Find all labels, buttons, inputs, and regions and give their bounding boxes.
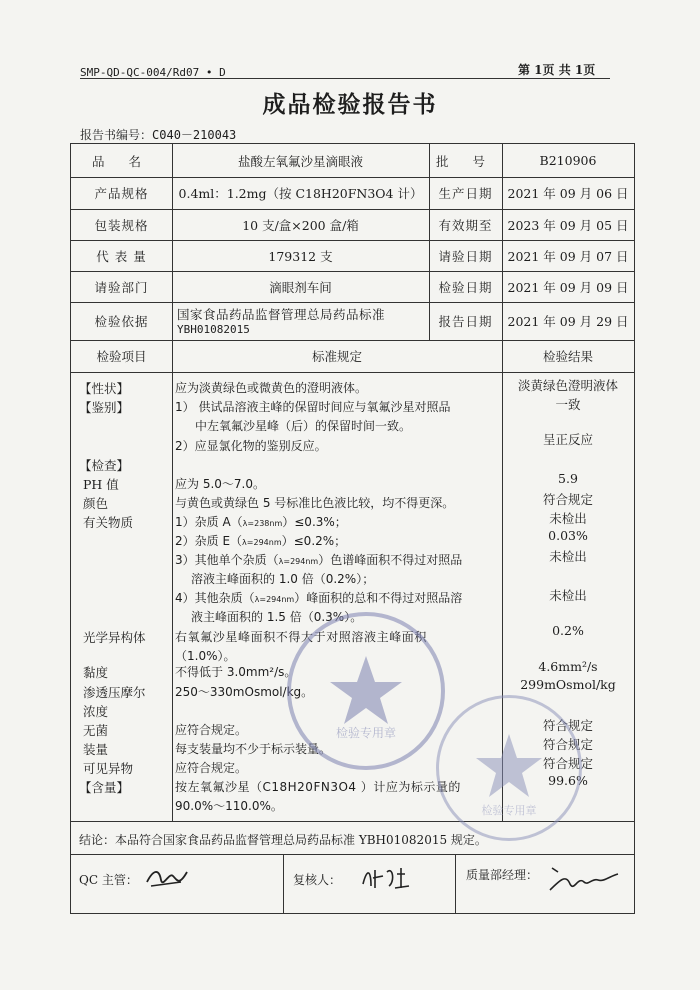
total-impurity-wavelength: λ=294nm — [254, 595, 295, 604]
test-date-label: 检验日期 — [438, 279, 493, 295]
result-identification-1: 一致 — [555, 397, 581, 412]
result-assay: 99.6% — [548, 773, 588, 788]
item-appearance: 【性状】 — [79, 381, 130, 396]
std-impurity-e-limit: ）≤0.2%； — [281, 534, 347, 548]
result-sterility: 符合规定 — [542, 718, 593, 733]
result-impurity-a: 未检出 — [549, 511, 587, 526]
col-header-item: 检验项目 — [96, 349, 147, 364]
std-impurity-a — [175, 513, 347, 530]
std-single-impurity-text: 3）其他单个杂质（ — [175, 553, 279, 567]
col-header-standard: 标准规定 — [311, 349, 362, 364]
std-single-impurity-2: 溶液主峰面积的 1.0 倍（0.2%）； — [191, 572, 375, 586]
item-ph: PH 值 — [83, 477, 119, 492]
expiry-label: 有效期至 — [438, 217, 493, 233]
quantity: 179312 支 — [268, 248, 333, 264]
product-name: 盐酸左氧氟沙星滴眼液 — [237, 153, 363, 169]
result-fill-volume: 符合规定 — [542, 737, 593, 752]
std-assay-2: 90.0%～110.0%。 — [175, 799, 283, 813]
qa-signature — [546, 862, 624, 900]
reviewer-signature — [359, 862, 411, 894]
std-identification-1: 1） 供试品溶液主峰的保留时间应与氧氟沙星对照品 — [175, 400, 451, 414]
std-fill-volume: 每支装量均不少于标示装量。 — [175, 742, 332, 756]
document-code: SMP-QD-QC-004/Rd07 • D — [80, 66, 226, 79]
department-label: 请验部门 — [94, 279, 149, 295]
item-visible-particles: 可见异物 — [83, 761, 134, 776]
company-seal-2 — [436, 695, 582, 841]
batch-label: 批 号 — [436, 153, 495, 169]
item-osmolality-2: 浓度 — [83, 704, 109, 719]
batch-number: B210906 — [539, 153, 597, 168]
basis-line-2: YBH01082015 — [177, 323, 250, 336]
result-identification-2: 呈正反应 — [542, 432, 593, 447]
impurity-a-wavelength: λ=238nm — [242, 519, 283, 528]
std-impurity-e-text: 2）杂质 E（ — [175, 534, 243, 548]
report-number-value: C040－210043 — [152, 128, 237, 142]
item-osmolality-1: 渗透压摩尔 — [83, 685, 146, 700]
basis-label: 检验依据 — [94, 314, 149, 329]
product-spec — [172, 177, 429, 209]
std-identification-3: 2）应显氯化物的鉴别反应。 — [175, 439, 327, 453]
std-total-impurity-limit: ）峰面积的总和不得过对照品溶 — [294, 591, 463, 605]
pack-label: 包装规格 — [94, 217, 149, 233]
result-single-impurity: 未检出 — [549, 549, 587, 564]
std-osmolality: 250～330mOsmol/kg。 — [175, 685, 314, 699]
std-ph: 应为 5.0～7.0。 — [175, 477, 265, 491]
std-total-impurity — [175, 589, 462, 606]
seal-2-text: 检验专用章 — [481, 804, 537, 817]
qc-signature — [143, 862, 191, 894]
std-sterility: 应符合规定。 — [175, 723, 248, 737]
std-total-impurity-2: 液主峰面积的 1.5 倍（0.3%）。 — [191, 610, 363, 624]
expiry-date: 2023 年 09 月 05 日 — [507, 217, 629, 233]
pack-spec: 10 支/盒×200 盒/箱 — [242, 217, 359, 233]
std-impurity-e — [175, 532, 346, 549]
std-total-impurity-text: 4）其他杂质（ — [175, 591, 255, 605]
item-optical-isomer: 光学异构体 — [83, 630, 146, 645]
page-title: 成品检验报告书 — [262, 91, 438, 118]
std-optical-1: 右氧氟沙星峰面积不得大于对照溶液主峰面积 — [175, 630, 428, 644]
report-number — [80, 126, 236, 143]
result-ph: 5.9 — [558, 471, 578, 486]
report-date: 2021 年 09 月 29 日 — [507, 314, 629, 329]
result-optical-isomer: 0.2% — [552, 623, 584, 638]
result-visible-particles: 符合规定 — [542, 756, 593, 771]
conclusion: 结论：本品符合国家食品药品监督管理总局药品标准 YBH01082015 规定。 — [79, 833, 487, 847]
request-date: 2021 年 09 月 07 日 — [507, 248, 629, 264]
std-single-impurity — [175, 551, 462, 568]
std-assay-1: 按左氧氟沙星（C18H20FN3O4 ）计应为标示量的 — [175, 780, 461, 794]
company-seal-1 — [287, 612, 445, 770]
qa-manager-label: 质量部经理： — [466, 868, 539, 882]
item-tests-heading: 【检查】 — [79, 458, 130, 473]
item-related-substances: 有关物质 — [83, 515, 134, 530]
reviewer-label: 复核人： — [293, 873, 342, 887]
result-viscosity: 4.6mm²/s — [538, 659, 598, 674]
report-date-label: 报告日期 — [438, 314, 493, 329]
std-optical-2: （1.0%）。 — [175, 649, 236, 663]
single-impurity-wavelength: λ=294nm — [278, 557, 319, 566]
result-color: 符合规定 — [542, 492, 593, 507]
test-date: 2021 年 09 月 09 日 — [507, 279, 629, 295]
spec-label: 产品规格 — [94, 186, 149, 201]
item-sterility: 无菌 — [83, 723, 109, 738]
header-rule — [80, 78, 610, 79]
page-info: 第 1页 共 1页 — [518, 63, 596, 77]
mfg-date: 2021 年 09 月 06 日 — [507, 186, 629, 201]
item-fill-volume: 装量 — [83, 742, 109, 757]
mfg-date-label: 生产日期 — [438, 186, 493, 201]
std-identification-2: 中左氧氟沙星峰（后）的保留时间一致。 — [195, 419, 412, 433]
item-viscosity: 黏度 — [83, 665, 109, 680]
result-appearance: 淡黄绿色澄明液体 — [517, 378, 618, 393]
report-number-label: 报告书编号： — [80, 128, 153, 142]
result-osmolality: 299mOsmol/kg — [520, 677, 616, 692]
item-assay: 【含量】 — [79, 780, 130, 795]
quantity-label: 代 表 量 — [96, 248, 147, 264]
basis-line-1: 国家食品药品监督管理总局药品标准 — [177, 307, 386, 322]
result-total-impurity: 未检出 — [549, 588, 587, 603]
std-color: 与黄色或黄绿色 5 号标准比色液比较，均不得更深。 — [175, 496, 455, 510]
seal-1-text: 检验专用章 — [335, 726, 396, 740]
col-header-result: 检验结果 — [542, 349, 593, 364]
item-color: 颜色 — [83, 496, 109, 511]
qc-supervisor-label: QC 主管： — [79, 873, 138, 887]
std-appearance: 应为淡黄绿色或微黄色的澄明液体。 — [175, 381, 368, 395]
request-date-label: 请验日期 — [438, 248, 493, 264]
std-impurity-a-text: 1）杂质 A（ — [175, 515, 243, 529]
impurity-e-wavelength: λ=294nm — [242, 538, 282, 547]
item-identification: 【鉴别】 — [79, 400, 130, 415]
std-visible-particles: 应符合规定。 — [175, 761, 248, 775]
std-viscosity: 不得低于 3.0mm²/s。 — [175, 665, 297, 679]
std-impurity-a-limit: ）≤0.3%； — [282, 515, 347, 529]
seal-1-star-icon — [291, 616, 441, 766]
product-label: 品 名 — [92, 153, 151, 169]
std-single-impurity-limit: ）色谱峰面积不得过对照品 — [318, 553, 463, 567]
department: 滴眼剂车间 — [269, 279, 332, 295]
product-spec-text: 0.4ml：1.2mg（按 C18H20FN3O4 计） — [178, 186, 423, 201]
result-impurity-e: 0.03% — [548, 528, 588, 543]
